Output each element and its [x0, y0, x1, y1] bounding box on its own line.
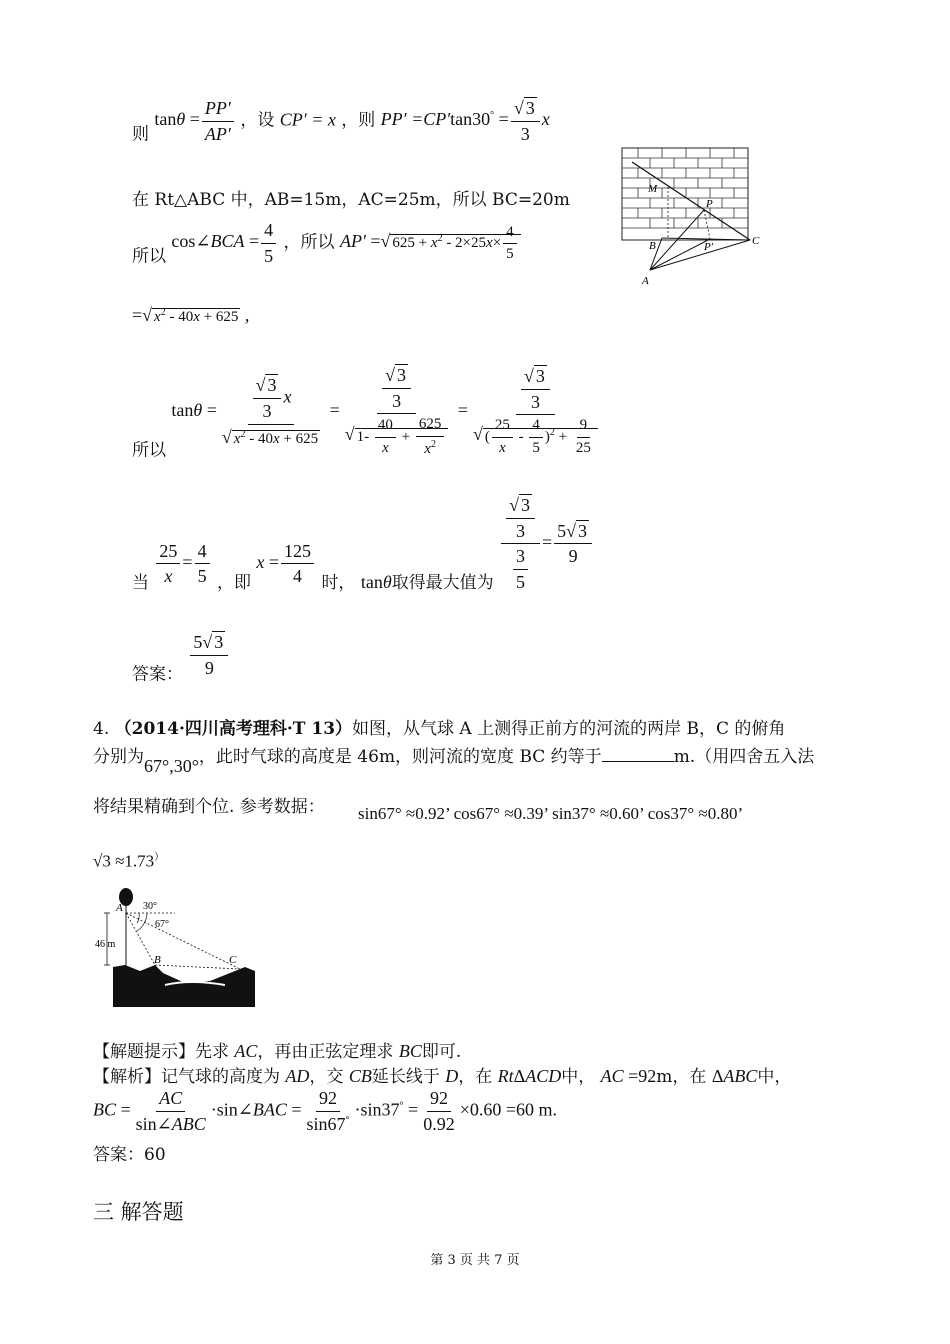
label-b: B [649, 240, 656, 252]
q4-line-2 [93, 742, 814, 777]
hint-label: 【解题提示】 [93, 1042, 195, 1062]
formula-bc: BC [398, 1041, 422, 1061]
label-p: P [706, 198, 713, 210]
label-p-prime: P′ [704, 241, 714, 253]
section-title: 三 解答题 [93, 1200, 184, 1224]
line-6 [132, 495, 594, 593]
label-balloon-a: A [116, 902, 123, 914]
q4-number: 4. [93, 719, 110, 739]
ref-data-row: sin67° ≈0.92’ cos67° ≈0.39’ sin37° ≈0.60’ cos37° ≈0.80’ [358, 804, 744, 823]
formula-ap: AP′ =√ $625 + x^2 - 2\times 25x\times$ $\frac{4}{5}$ [340, 231, 521, 251]
page-footer: 第 3 页 共 7 页 [430, 1253, 520, 1268]
q4-text-2-mid: ，此时气球的高度是 46m，则河流的宽度 BC 约等于 [198, 747, 602, 767]
line-1 [132, 98, 550, 144]
hint-text-1: 先求 [195, 1042, 229, 1062]
label-balloon-b: B [154, 954, 161, 966]
formula-25x: $\frac{25}{x}$ = $\frac{4}{5}$ [154, 552, 211, 572]
ref-sin67: sin67° ≈0.92 [358, 804, 445, 823]
analysis-text-5: 中， [561, 1067, 596, 1087]
text-dang: 当 [132, 573, 149, 593]
formula-ac: AC [234, 1041, 258, 1061]
analysis-text-6: m，在 [656, 1067, 707, 1087]
formula-cb: CB [348, 1066, 372, 1086]
label-67deg: 67° [155, 919, 169, 930]
text-ze: 则 [132, 124, 149, 145]
analysis-text-1: 记气球的高度为 [161, 1067, 280, 1087]
answer-blank[interactable] [602, 747, 674, 762]
answer-label: 答案： [132, 664, 183, 685]
text-she: ，设 [240, 110, 275, 131]
formula-max-value: $\frac{\frac{√ 3}{3}}{\frac{3}{5}}$ = $\frac{5√ 3}{9}$ [499, 532, 594, 552]
hint-text-2: ，再由正弦定理求 [257, 1042, 394, 1062]
formula-tan-theta: tanθ = $\frac{PP'}{AP'}$ [154, 109, 240, 129]
label-a: A [642, 275, 649, 287]
analysis-text-4: ，在 [458, 1067, 493, 1087]
formula-tan-expr: tanθ = $\frac{√ 3}{3}$ x √ $x^2 - 40x + 625$ = $\frac{√ 3}{3}$ √ 1- $\frac{40}{x}$ + $\frac{625}{x^2}$ = $\frac{√ 3}{3}$ √ ( $\frac{25}{x}$ - $\frac{4}{5}$ )$^2$ + $\frac{9}{25}$ [171, 400, 602, 420]
q4-answer: 答案：60 [93, 1145, 166, 1165]
text-shi: 时， [321, 573, 356, 593]
line-4: =√ $x^2 - 40x + 625$ , [132, 305, 250, 325]
text-ze2: ，则 [341, 110, 376, 131]
wall-figure [612, 140, 772, 290]
hint-text-3: 即可. [421, 1042, 462, 1062]
hint-line [93, 1037, 461, 1062]
formula-tan: tanθ [360, 572, 392, 592]
ref-sqrt3: √3 ≈1.73） [93, 851, 165, 871]
ref-cos67: cos67° ≈0.39 [453, 804, 544, 823]
ref-cos37: cos37° ≈0.80 [647, 804, 738, 823]
label-30deg: 30° [143, 901, 157, 912]
text-max: 取得最大值为 [391, 573, 494, 593]
label-46m: 46 m [95, 939, 116, 950]
formula-rt-acd: RtΔACD [497, 1066, 562, 1086]
text-suoyi: 所以 [132, 246, 166, 267]
analysis-line [93, 1062, 791, 1087]
formula-d: D [445, 1066, 459, 1086]
q4-angles: 67°,30° [144, 756, 199, 776]
formula-x: x = $\frac{125}{4}$ [256, 552, 316, 572]
line-2: 在 Rt△ABC 中，AB=15m，AC=25m，所以 BC=20m [132, 190, 570, 210]
formula-ad: AD [285, 1066, 310, 1086]
text-suoyi3: 所以 [132, 440, 166, 461]
line-5 [132, 365, 603, 461]
formula-cos: cos∠BCA = $\frac{4}{5}$ [171, 231, 278, 251]
text-suoyi2: ，所以 [283, 232, 335, 253]
label-balloon-c: C [229, 954, 237, 966]
q4-line-1 [93, 714, 785, 739]
analysis-label: 【解析】 [93, 1067, 161, 1087]
formula-bc-calc: BC = $\frac{AC}{\text{sin∠ABC}}$ ·sin∠BAC = $\frac{92}{\sin 67^\circ}$ ·sin37° = $\frac{92}{0.92}$ ×0.60 =60 m. [93, 1088, 557, 1134]
q4-source: （2014·四川高考理科·T 13） [114, 719, 353, 739]
formula-ac-92: AC =92 [600, 1066, 657, 1086]
formula-pp: PP′ =CP′tan30° = $\frac{√ 3}{3}$ x [380, 98, 550, 144]
label-m: M [648, 183, 658, 195]
label-c: C [752, 235, 760, 247]
q4-text-1: 如图，从气球 A 上测得正前方的河流的两岸 B，C 的俯角 [352, 719, 786, 739]
ref-sin37: sin37° ≈0.60 [552, 804, 640, 823]
q4-line-3: 将结果精确到个位. 参考数据： [93, 797, 325, 817]
analysis-text-3: 延长线于 [371, 1067, 440, 1087]
ref-sqrt3-value: √3 ≈1.73 [93, 851, 155, 871]
answer-value: $\frac{5√ 3}{9}$ [188, 643, 230, 663]
analysis-text-7: 中， [757, 1067, 792, 1087]
formula-abc: ΔABC [711, 1066, 758, 1086]
analysis-text-2: ，交 [309, 1067, 344, 1087]
line-3 [132, 220, 521, 266]
q4-text-2-prefix: 分别为 [93, 747, 144, 767]
text-ji: ，即 [216, 573, 251, 593]
balloon-figure [95, 885, 275, 1013]
answer-1 [132, 632, 230, 684]
formula-cp: CP′ = x [279, 109, 336, 130]
q4-text-2-suffix: m.（用四舍五入法 [673, 747, 815, 767]
